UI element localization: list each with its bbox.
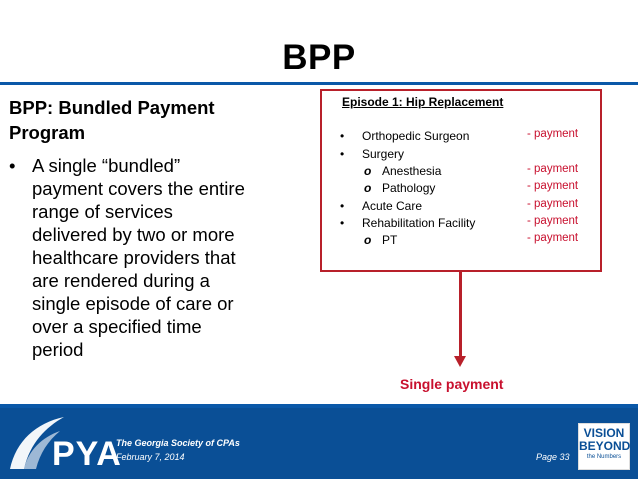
list-item-marker: • [340,216,345,230]
list-item-label: Anesthesia [382,164,442,178]
payment-label: - payment [527,163,579,175]
list-item-marker: • [340,147,345,161]
slide-title: BPP [282,38,356,77]
left-heading [9,95,299,145]
badge-line-2: BEYOND [579,439,631,453]
bullet-item [9,154,299,361]
pya-logo: PYA [52,435,122,473]
title-divider [0,82,638,85]
list-item-label: Surgery [362,147,405,161]
bullet-line: delivered by two or more [32,224,235,245]
list-item-label: Orthopedic Surgeon [362,129,470,143]
badge-line-1: VISION [583,426,625,440]
list-item-label: Acute Care [362,199,423,213]
date-label: February 7, 2014 [116,452,185,462]
bullet-line: range of services [32,201,173,222]
heading-line-1: BPP: Bundled Payment [9,97,215,118]
badge-line-3: the Numbers [586,454,622,460]
payment-label: - payment [527,215,579,227]
down-arrow-shaft [459,272,462,357]
payment-label: - payment [527,198,579,210]
single-payment-label: Single payment [400,376,504,392]
list-item-marker: • [340,129,345,143]
list-item-label: PT [382,233,398,247]
bullet-line: period [32,339,84,360]
list-item-marker: o [364,181,372,195]
bullet-line: A single “bundled” [32,155,181,176]
bullet-line: over a specified time [32,316,202,337]
list-item-marker: • [340,199,345,213]
payment-label: - payment [527,128,579,140]
payment-label: - payment [527,180,579,192]
vision-badge [578,423,630,470]
list-item-label: Rehabilitation Facility [362,216,476,230]
bullet-line: healthcare providers that [32,247,236,268]
society-label: The Georgia Society of CPAs [116,438,240,448]
bullet-line: single episode of care or [32,293,234,314]
bullet-line: payment covers the entire [32,178,245,199]
heading-line-2: Program [9,122,86,143]
bullet-line: are rendered during a [32,270,210,291]
list-item-marker: o [364,164,372,178]
episode-title: Episode 1: Hip Replacement [342,95,504,109]
page-number: Page 33 [536,452,570,462]
episode-box [320,89,602,272]
payment-label: - payment [527,232,579,244]
down-arrow-head-icon [454,356,466,367]
list-item-marker: o [364,233,372,247]
list-item-label: Pathology [382,181,436,195]
bullet-text [32,154,299,361]
bullet-marker: • [9,155,16,176]
